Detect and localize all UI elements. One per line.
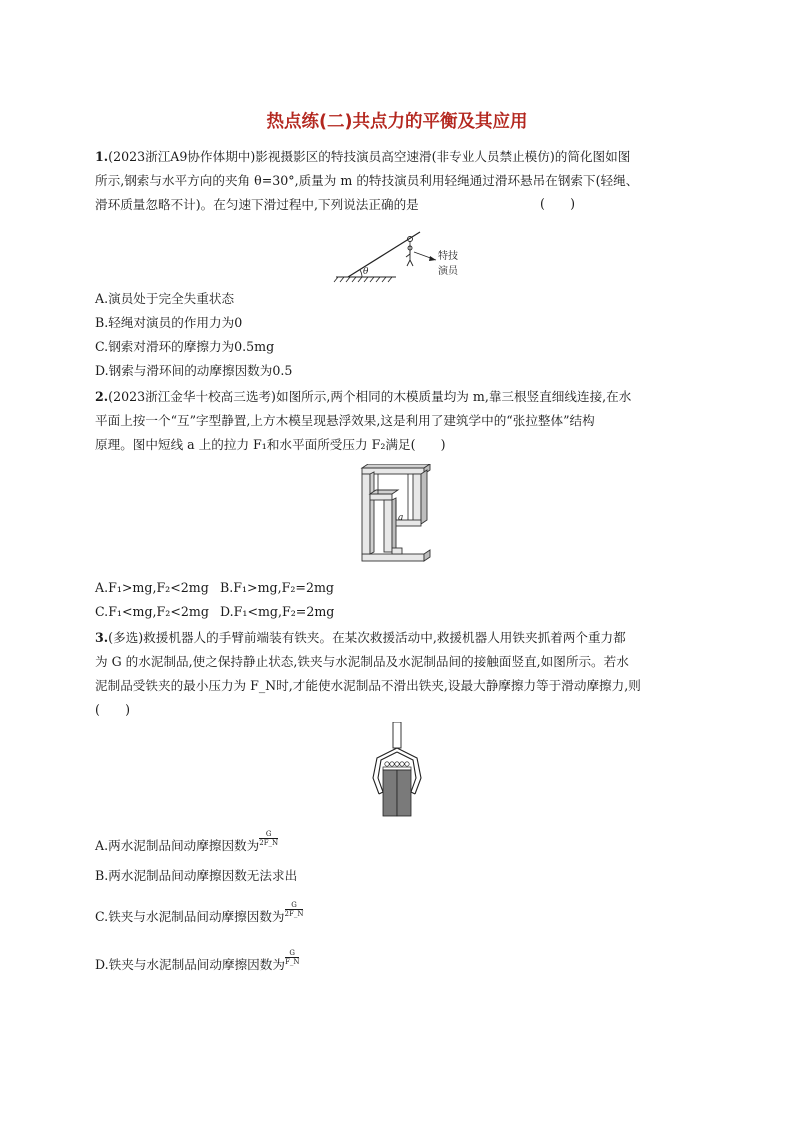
question-3-option-d-text: D.铁夹与水泥制品间动摩擦因数为 [95,957,285,972]
question-3-option-d-fraction [285,949,299,966]
question-1-option-d: D.钢索与滑环间的动摩擦因数为0.5 [95,363,293,378]
question-3-line-1: (多选)救援机器人的手臂前端装有铁夹。在某次救援活动中,救援机器人用铁夹抓着两个重力都 [108,630,626,645]
question-3-option-c-fraction [285,901,304,918]
question-3-option-a-text: A.两水泥制品间动摩擦因数为 [95,838,260,853]
question-2-option-c: C.F₁<mg,F₂<2mg [95,604,209,619]
question-1-answer-bracket: ( ) [540,196,576,211]
question-1-line-3: 滑环质量忽略不计)。在匀速下滑过程中,下列说法正确的是 [95,197,419,212]
fraction-denominator: 2F_N [284,910,304,918]
question-3-option-c [95,901,304,927]
pivot-bolts-icon [385,762,409,766]
question-2-line-1: (2023浙江金华十校高三选考)如图所示,两个相同的木模质量均为 m,靠三根竖直细线连接,在水 [108,389,632,404]
figure-label-stunt: 特技 [438,251,458,262]
question-3-number: 3. [95,630,109,645]
fraction-numerator: G [285,901,304,910]
page-title: 热点练(二)共点力的平衡及其应用 [266,112,528,132]
question-2-figure [358,464,438,570]
question-3-answer-bracket: ( ) [95,702,131,717]
robot-arm [393,722,401,748]
question-1-line-1: (2023浙江A9协作体期中)影视摄影区的特技演员高空速滑(非专业人员禁止模仿)的简化图如图 [108,149,631,164]
question-2-line-2: 平面上按一个“互”字型静置,上方木模呈现悬浮效果,这是利用了建筑学中的“张拉整体”结构 [95,413,595,428]
stunt-performer-icon [406,246,413,266]
question-2-option-d: D.F₁<mg,F₂=2mg [220,604,335,619]
question-1-line-2: 所示,钢索与水平方向的夹角 θ=30°,质量为 m 的特技演员利用轻绳通过滑环悬吊在钢索下(轻绳、 [95,173,639,188]
question-2-line-3: 原理。图中短线 a 上的拉力 F₁和水平面所受压力 F₂满足( ) [95,437,446,452]
figure-label-performer: 演员 [438,266,458,277]
fraction-numerator: G [285,949,299,958]
cement-block-right [397,770,411,816]
question-3-option-d [95,949,300,975]
question-1-number: 1. [95,149,109,164]
question-2-number: 2. [95,389,109,404]
question-3-option-a [95,830,279,856]
fraction-denominator: F_N [284,958,300,966]
question-2-option-b: B.F₁>mg,F₂=2mg [220,580,334,595]
figure-angle-label: θ [363,267,369,277]
question-1-option-b: B.轻绳对演员的作用力为0 [95,315,243,330]
question-3-option-c-text: C.铁夹与水泥制品间动摩擦因数为 [95,909,285,924]
fraction-numerator: G [259,830,278,839]
fraction-denominator: 2F_N [259,839,279,847]
question-3-line-2: 为 G 的水泥制品,使之保持静止状态,铁夹与水泥制品及水泥制品间的接触面竖直,如图所示。若水 [95,654,629,669]
question-3-stem [95,626,710,722]
question-3-figure [367,722,427,818]
question-2-option-a: A.F₁>mg,F₂<2mg [95,580,209,595]
question-1-figure [328,222,478,284]
question-3-option-a-fraction [259,830,278,847]
question-1-option-c: C.钢索对滑环的摩擦力为0.5mg [95,339,275,354]
question-3-option-b: B.两水泥制品间动摩擦因数无法求出 [95,868,298,883]
question-2-stem [95,385,710,457]
figure-label-a: a [398,513,404,523]
lower-wood-model-bottom [362,554,424,561]
question-3-line-3: 泥制品受铁夹的最小压力为 F_N时,才能使水泥制品不滑出铁夹,设最大静摩擦力等于滑动摩擦力,则 [95,678,641,693]
question-1-stem [95,145,710,217]
question-1-option-a: A.演员处于完全失重状态 [95,291,235,306]
cement-block-left [383,770,397,816]
